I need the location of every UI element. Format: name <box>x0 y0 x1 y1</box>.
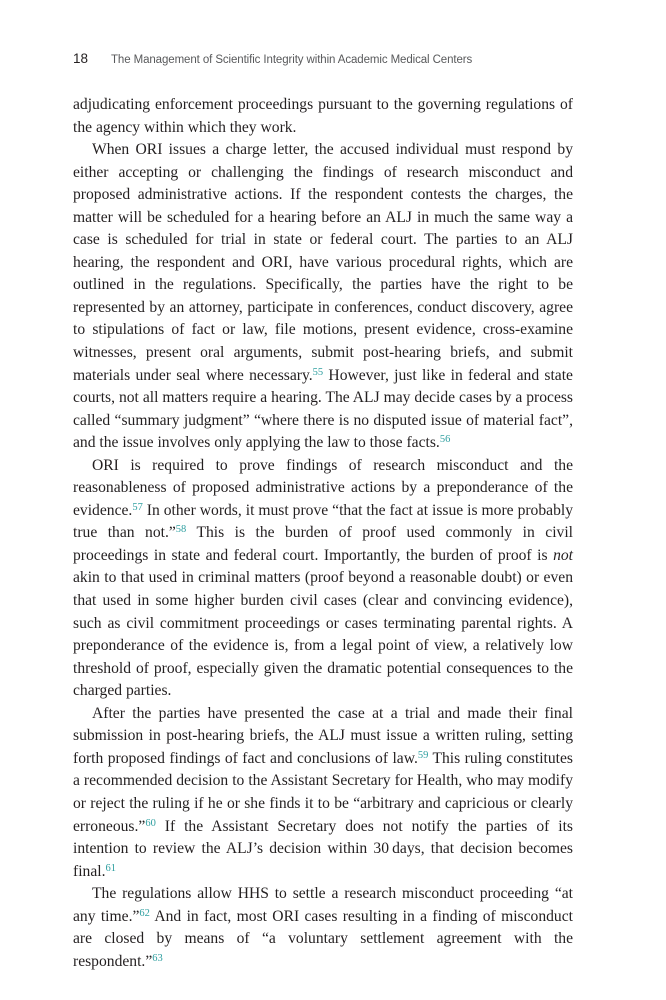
paragraph-text: The regulations allow HHS to settle a research misconduct proceeding “at any time.” <box>73 885 573 925</box>
paragraph-text: ORI is required to prove findings of research misconduct and the reasonableness of proposed administrative actions by a preponderance of the evidence. <box>73 456 573 519</box>
paragraph-text: In other words, it must prove “that the fact at issue is more probably true than not.” <box>73 501 573 542</box>
emphasis: not <box>553 546 573 564</box>
paragraph-text: However, just like in federal and state courts, not all matters require a hearing. The ALJ may decide cases by a process called “summary judgment” “where there is no disputed issue of material fact”, and the issue involves only applying the law to those facts. <box>73 366 573 452</box>
footnote-marker[interactable]: 61 <box>105 862 116 874</box>
footnote-marker[interactable]: 63 <box>152 952 163 964</box>
paragraph-text: When ORI issues a charge letter, the accused individual must respond by either accepting or challenging the findings of research misconduct and proposed administrative actions. If the respondent contests the charges, the matter will be scheduled for a hearing before an ALJ in much the same way a case is scheduled for trial in state or federal court. The parties to an ALJ hearing, the respondent and ORI, have various procedural rights, which are outlined in the regulations. Specifically, the parties have the right to be represented by an attorney, participate in conferences, conduct discovery, agree to stipulations of fact or law, file motions, present evidence, cross-examine witnesses, present oral arguments, submit post-hearing briefs, and submit materials under seal where necessary. <box>73 141 573 384</box>
footnote-marker[interactable]: 57 <box>132 501 143 513</box>
page-header <box>73 50 613 68</box>
footnote-marker[interactable]: 62 <box>139 907 150 919</box>
footnote-marker[interactable]: 60 <box>145 817 156 829</box>
paragraph-text: After the parties have presented the case at a trial and made their final submission in post-hearing briefs, the ALJ must issue a written ruling, setting forth proposed findings of fact and conclusions of law. <box>73 704 573 767</box>
paragraph-5 <box>73 883 573 973</box>
paragraph-2 <box>73 139 573 455</box>
paragraph-4 <box>73 703 573 883</box>
paragraph-1 <box>73 94 573 139</box>
body-text <box>73 94 573 973</box>
paragraph-text: If the Assistant Secretary does not notify the parties of its intention to review the ALJ’s decision within 30 days, that decision becomes final. <box>73 817 573 880</box>
footnote-marker[interactable]: 55 <box>312 366 324 378</box>
running-title: The Management of Scientific Integrity within Academic Medical Centers <box>111 54 473 66</box>
paragraph-text: This ruling constitutes a recommended decision to the Assistant Secretary for Health, who may modify or reject the ruling if he or she finds it to be “arbitrary and capricious or clearly erroneous.” <box>73 749 573 835</box>
page-number: 18 <box>73 51 89 66</box>
paragraph-text: akin to that used in criminal matters (proof beyond a reasonable doubt) or even that used in some higher burden civil cases (clear and convincing evidence), such as civil commitment proceedings or cases terminating parental rights. A preponderance of the evidence is, from a legal point of view, a relatively low threshold of proof, especially given the dramatic potential consequences to the charged parties. <box>73 569 573 700</box>
footnote-marker[interactable]: 59 <box>417 749 429 761</box>
paragraph-3 <box>73 455 573 703</box>
footnote-marker[interactable]: 58 <box>175 524 187 536</box>
paragraph-text: adjudicating enforcement proceedings pursuant to the governing regulations of the agency within which they work. <box>73 96 573 136</box>
footnote-marker[interactable]: 56 <box>439 434 451 446</box>
paragraph-text: And in fact, most ORI cases resulting in a finding of misconduct are closed by means of “a voluntary settlement agreement with the respondent.” <box>73 907 573 970</box>
paragraph-text: This is the burden of proof used commonly in civil proceedings in state and federal court. Importantly, the burden of proof is <box>73 524 573 564</box>
